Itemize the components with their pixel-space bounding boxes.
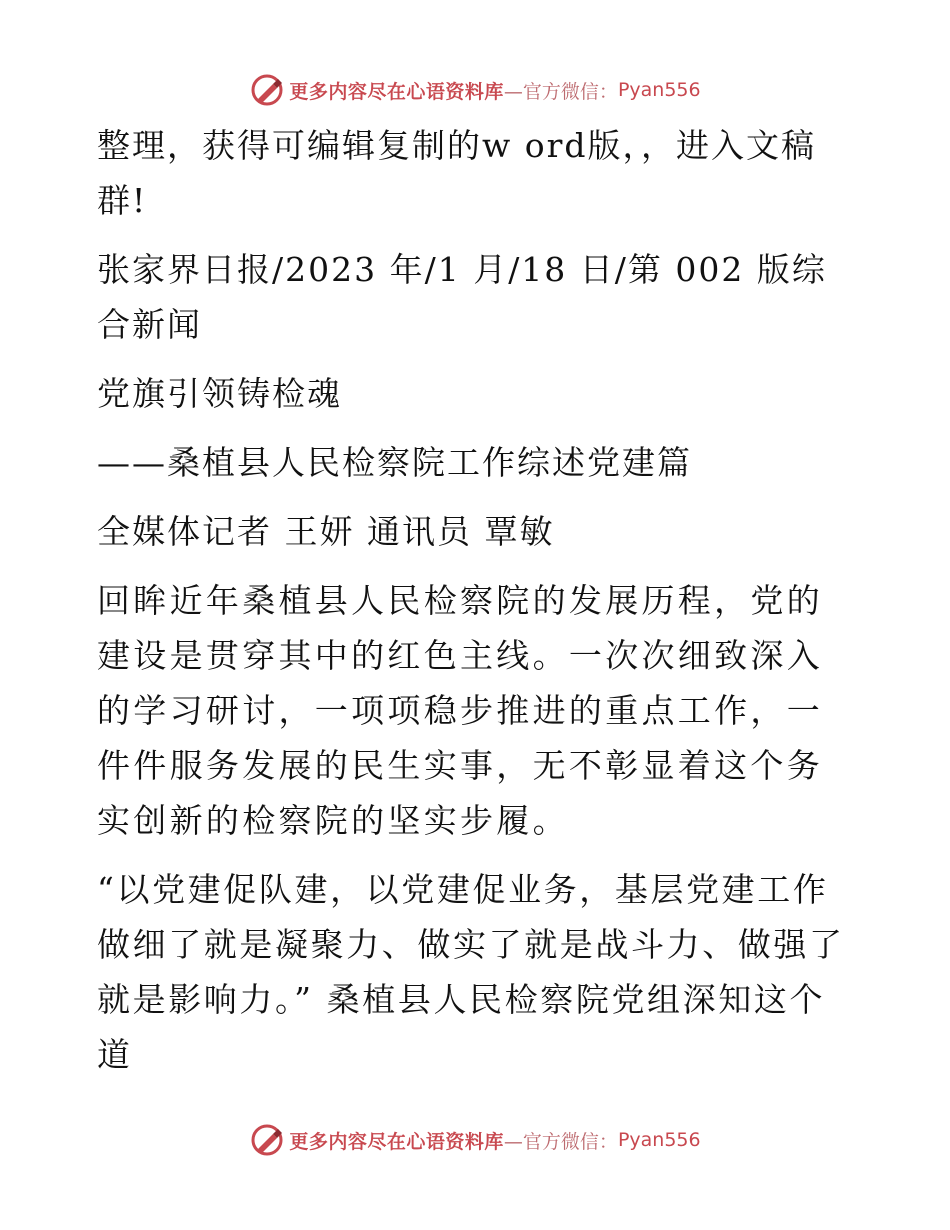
document-body: [97, 118, 857, 1096]
watermark-brand-text: 更多内容尽在心语资料库: [289, 80, 504, 103]
pen-circle-logo-icon: [249, 1122, 285, 1158]
pen-circle-logo-icon: [249, 72, 285, 108]
header-watermark: [0, 68, 950, 112]
watermark-official-text: —官方微信：: [503, 80, 618, 103]
watermark-official-text: —官方微信：: [503, 1130, 618, 1153]
paragraph-2: “以党建促队建，以党建促业务，基层党建工作做细了就是凝聚力、做实了就是战斗力、做强了就是影响力。” 桑植县人民检察院党组深知这个道: [97, 870, 845, 1074]
intro-text: 整理，获得可编辑复制的w ord版，，进入文稿群!: [97, 126, 817, 220]
watermark-wechat-id: Pyan556: [617, 79, 701, 101]
paragraph-1: 回眸近年桑植县人民检察院的发展历程，党的建设是贯穿其中的红色主线。一次次细致深入的学习研讨，一项项稳步推进的重点工作，一件件服务发展的民生实事，无不彰显着这个务实创新的检察院的坚实步履。: [97, 581, 823, 840]
watermark-wechat-id: Pyan556: [617, 1129, 701, 1151]
source-line: 张家界日报/2023 年/1 月/18 日/第 002 版综合新闻: [97, 250, 827, 344]
watermark-brand-text: 更多内容尽在心语资料库: [289, 1130, 504, 1153]
footer-watermark: [0, 1118, 950, 1162]
byline: 全媒体记者 王妍 通讯员 覃敏: [97, 512, 555, 551]
article-title: 党旗引领铸检魂: [97, 374, 342, 413]
article-subtitle: ——桑植县人民检察院工作综述党建篇: [97, 443, 692, 482]
